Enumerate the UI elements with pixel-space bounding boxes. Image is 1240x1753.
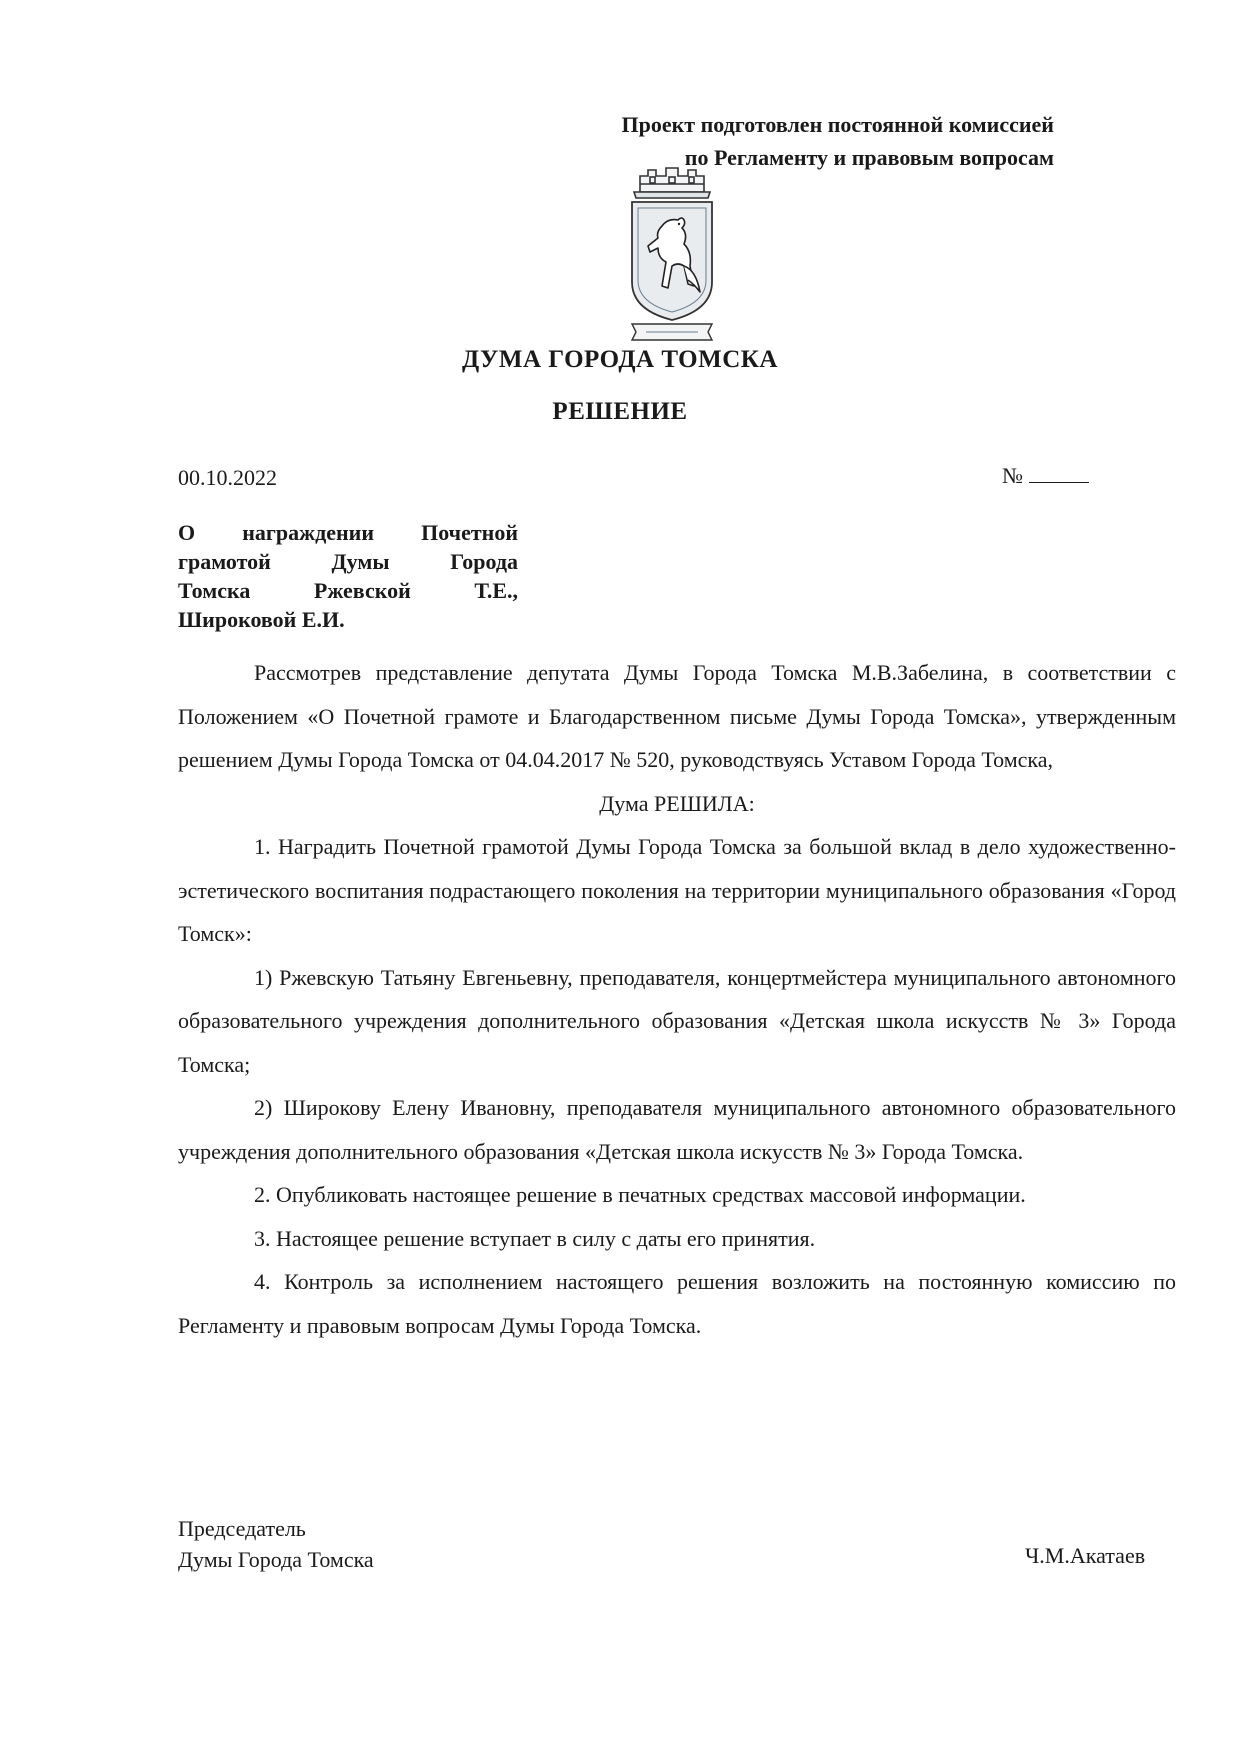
item-1-paragraph: 1. Наградить Почетной грамотой Думы Города Томска за большой вклад в дело художественно-эстетического воспитания подрастающего поколения на территории муниципального образования «Город Томск»: [178,834,1176,946]
tomsk-coat-of-arms-icon [622,162,722,344]
signatory-name: Ч.М.Акатаев [1025,1543,1146,1568]
document-number [1002,460,1089,489]
item-1-2-paragraph: 2) Широкову Елену Ивановну, преподавателя муниципального автономного образовательного учреждения дополнительного образования «Детская школа искусств № 3» Города Томска. [178,1095,1176,1164]
prepared-by-line-1: Проект подготовлен постоянной комиссией [621,112,1054,137]
item-3-paragraph: 3. Настоящее решение вступает в силу с даты его принятия. [254,1225,816,1251]
subject-line-2: грамотой Думы Города [178,549,518,574]
prepared-by-note [454,108,1054,174]
document-date: 00.10.2022 [178,465,277,490]
signatory-role [178,1513,374,1575]
signatory-role-line-2: Думы Города Томска [178,1547,374,1572]
prepared-by-line-2: по Регламенту и правовым вопросам [684,145,1054,170]
item-1-1-paragraph: 1) Ржевскую Татьяну Евгеньевну, преподавателя, концертмейстера муниципального автономного образовательного учреждения дополнительного образования «Детская школа искусств № 3» Города Томска; [178,964,1176,1077]
item-2-paragraph: 2. Опубликовать настоящее решение в печатных средствах массовой информации. [254,1182,1026,1207]
number-blank-line [1029,460,1089,483]
item-4-paragraph: 4. Контроль за исполнением настоящего решения возложить на постоянную комиссию по Регламенту и правовым вопросам Думы Города Томска. [178,1269,1176,1338]
resolved-heading: Дума РЕШИЛА: [599,790,755,816]
subject-line-3: Томска Ржевской Т.Е., [178,578,518,603]
signatory-role-line-1: Председатель [178,1516,306,1541]
number-label: № [1002,463,1023,488]
subject-line-1: О награждении Почетной [178,520,518,545]
decision-body [178,651,1176,1347]
document-type-title: РЕШЕНИЕ [552,398,688,425]
preamble-paragraph: Рассмотрев представление депутата Думы Города Томска М.В.Забелина, в соответствии с Положением «О Почетной грамоте и Благодарственном письме Думы Города Томска», утвержденным решением Думы Города Томска от 04.04.2017 № 520, руководствуясь Уставом Города Томска, [178,660,1176,772]
organization-title: ДУМА ГОРОДА ТОМСКА [462,346,778,373]
subject-line-4: Широковой Е.И. [178,607,345,632]
decision-subject [178,518,518,634]
